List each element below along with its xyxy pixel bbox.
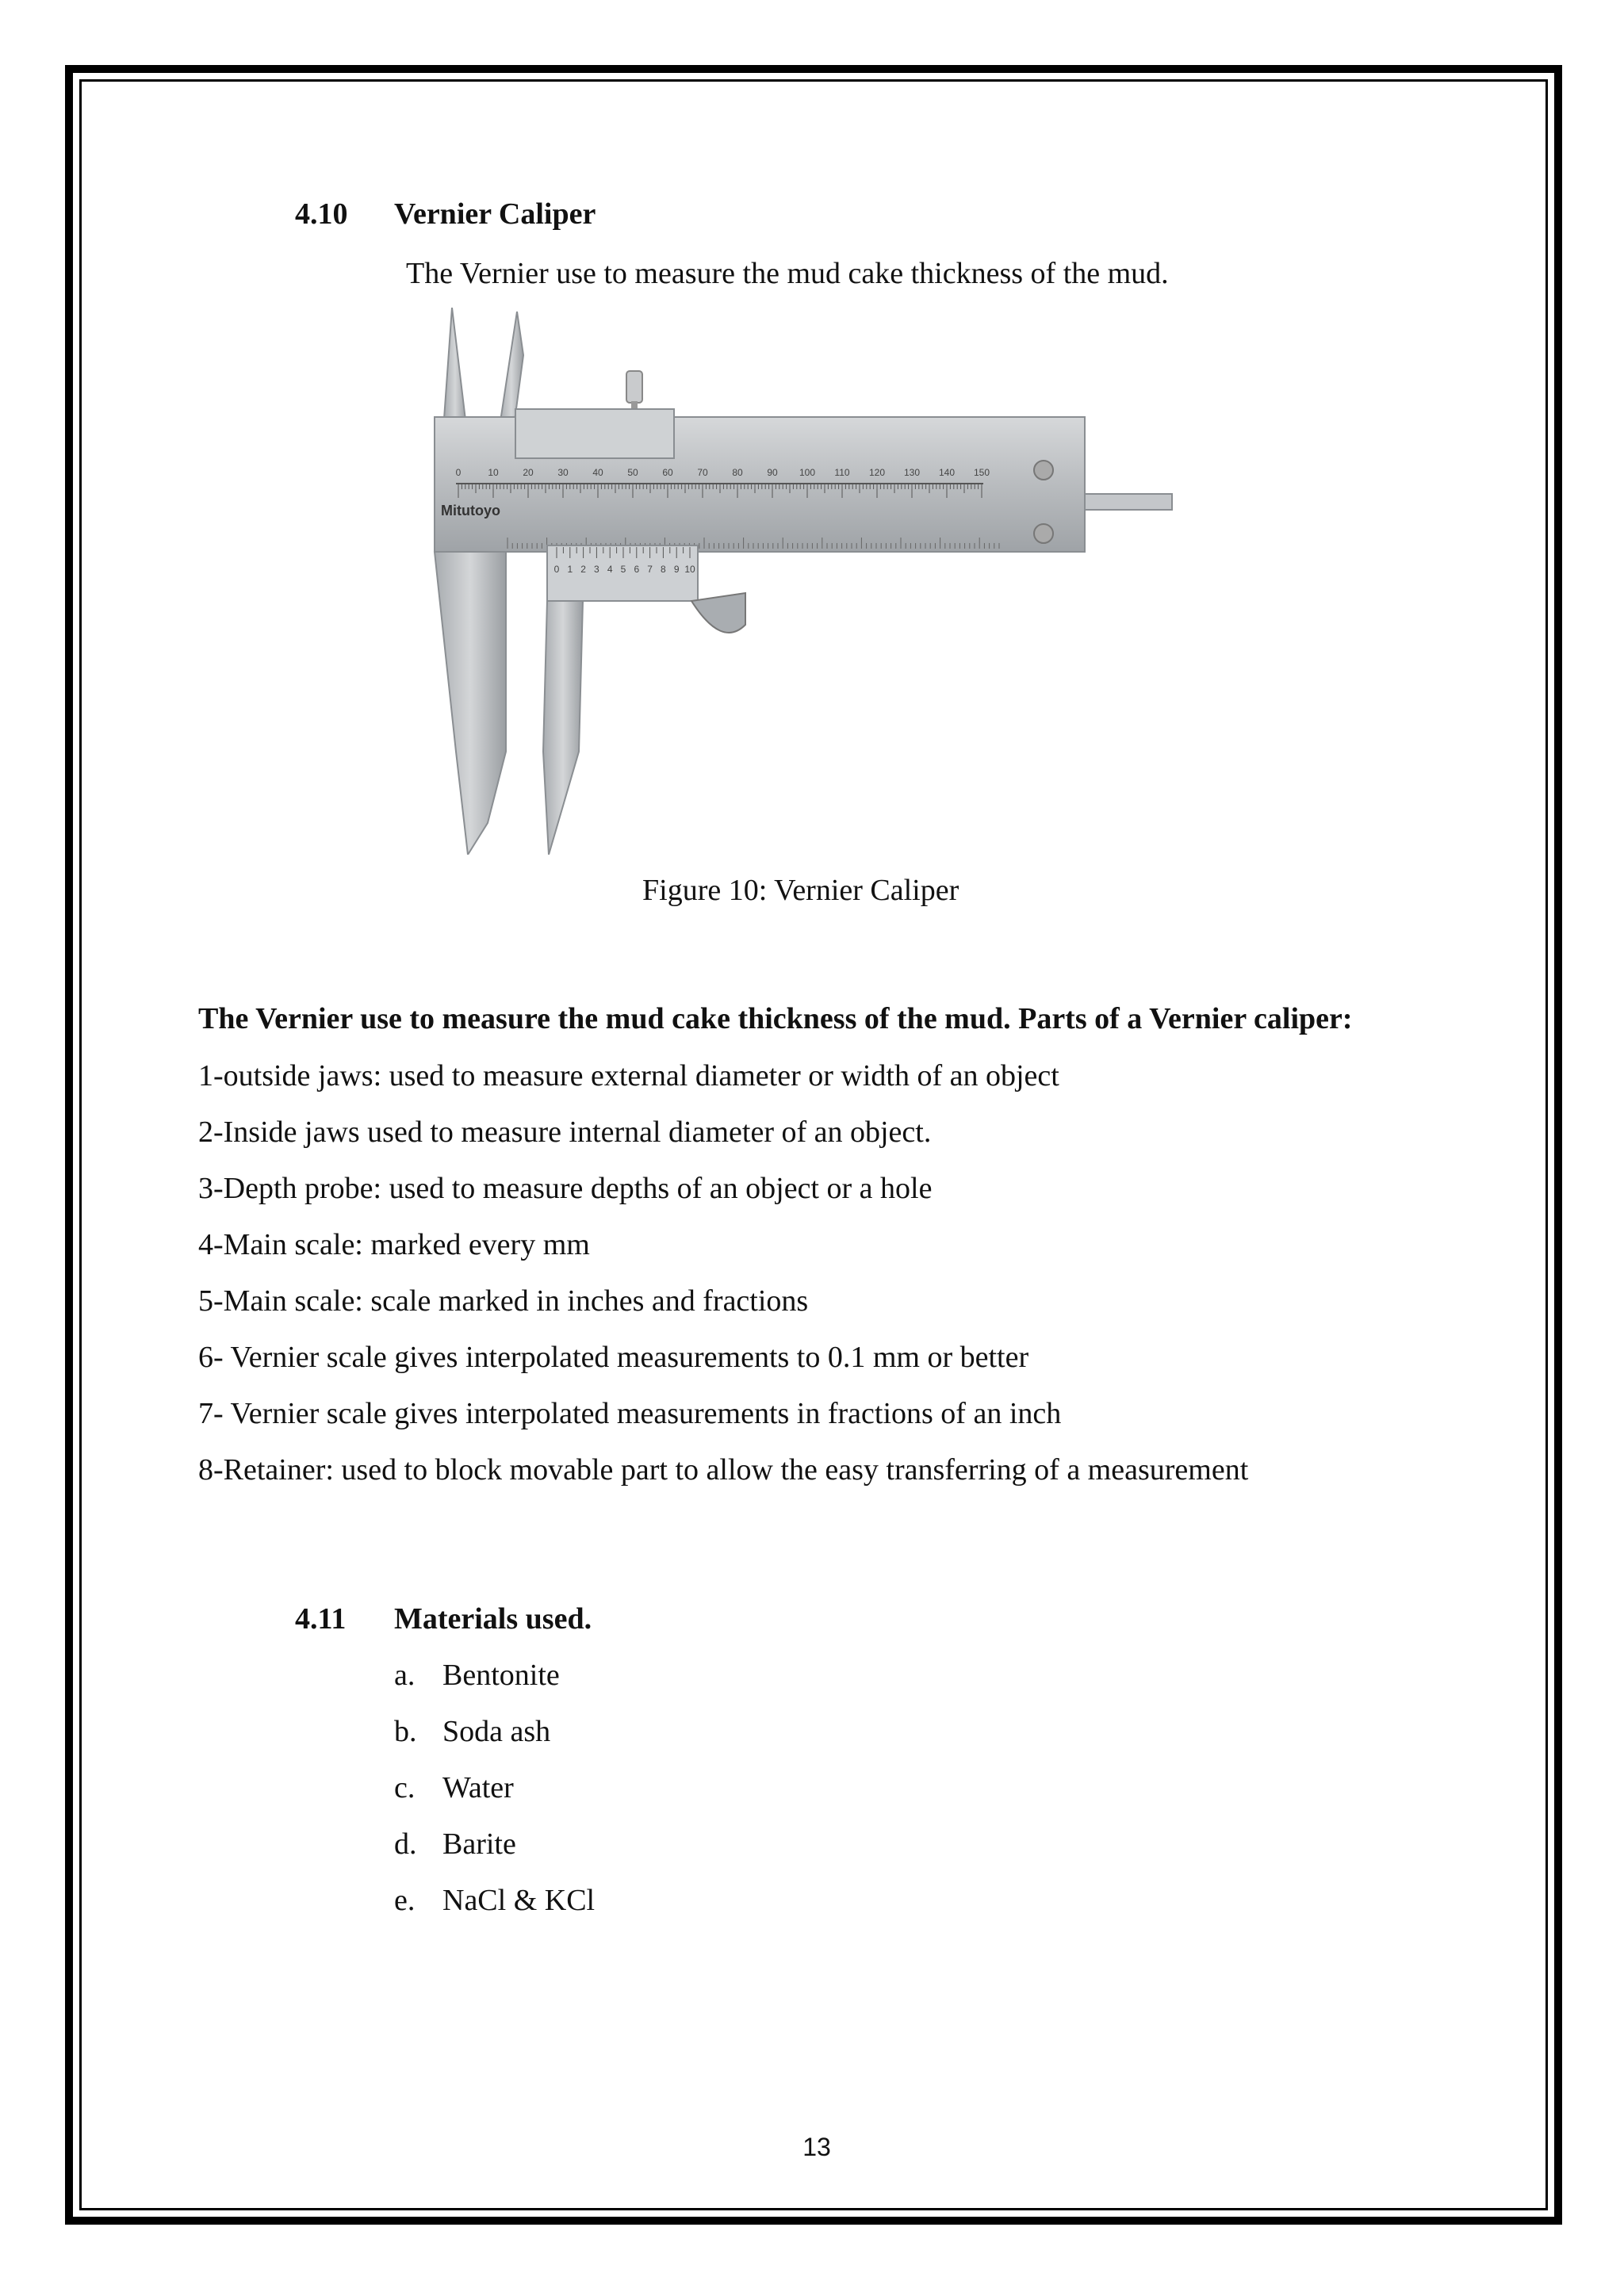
outside-jaw-fixed [435,552,506,855]
figure-caption: Figure 10: Vernier Caliper [642,874,959,907]
beam-screw-bottom [1034,524,1053,543]
main-scale-label: 40 [592,467,603,478]
parts-item-8: 8-Retainer: used to block movable part to allow the easy transferring of a measurement [198,1453,1249,1487]
thumb-wheel [691,593,745,633]
vernier-scale-label: 6 [634,564,640,575]
depth-probe [1085,494,1172,510]
section-title-materials: Materials used. [394,1602,592,1636]
material-marker-e: e. [394,1884,416,1917]
parts-item-2: 2-Inside jaws used to measure internal diameter of an object. [198,1115,932,1149]
main-scale-label: 0 [455,467,462,478]
vernier-scale-label: 1 [567,564,573,575]
material-item-a: Bentonite [442,1659,560,1692]
main-scale-label: 100 [799,467,816,478]
material-marker-b: b. [394,1715,417,1748]
vernier-scale-label: 2 [580,564,586,575]
main-scale-label: 120 [868,467,886,478]
main-scale-label: 80 [732,467,743,478]
parts-item-6: 6- Vernier scale gives interpolated measurements to 0.1 mm or better [198,1341,1029,1374]
parts-item-4: 4-Main scale: marked every mm [198,1228,590,1261]
slider-top [515,409,674,458]
vernier-scale-label: 9 [673,564,680,575]
parts-item-5: 5-Main scale: scale marked in inches and fractions [198,1284,809,1318]
main-scale-label: 140 [938,467,956,478]
vernier-scale-label: 0 [553,564,560,575]
main-scale-label: 150 [973,467,990,478]
section-number-4-10: 4.10 [295,197,348,231]
inside-jaw-fixed [444,308,466,427]
parts-item-3: 3-Depth probe: used to measure depths of an object or a hole [198,1172,933,1205]
material-item-e: NaCl & KCl [442,1884,596,1917]
main-scale-label: 10 [488,467,499,478]
section-number-4-11: 4.11 [295,1602,347,1636]
vernier-caliper-figure [412,308,1205,855]
parts-item-1: 1-outside jaws: used to measure external diameter or width of an object [198,1059,1059,1093]
main-scale-label: 50 [627,467,638,478]
beam-screw-top [1034,461,1053,480]
parts-heading: The Vernier use to measure the mud cake thickness of the mud. Parts of a Vernier caliper: [198,1002,1353,1035]
vernier-scale-label: 4 [607,564,613,575]
vernier-scale-label: 10 [684,564,695,575]
outside-jaw-movable [543,601,583,855]
parts-item-7: 7- Vernier scale gives interpolated measurements in fractions of an inch [198,1397,1062,1430]
main-scale-label: 30 [557,467,569,478]
material-item-d: Barite [442,1827,516,1861]
retainer-screw [626,371,642,403]
vernier-scale-label: 7 [647,564,653,575]
vernier-scale-label: 8 [661,564,666,575]
brand-logo: Mitutoyo [441,503,500,519]
vernier-scale-label: 5 [620,564,626,575]
material-marker-c: c. [394,1771,416,1804]
main-scale-label: 130 [903,467,921,478]
material-marker-a: a. [394,1659,416,1692]
page-number: 13 [802,2133,831,2161]
material-marker-d: d. [394,1827,417,1861]
material-item-c: Water [442,1771,514,1804]
main-scale-label: 70 [697,467,708,478]
main-scale-label: 110 [834,467,850,478]
section-intro: The Vernier use to measure the mud cake thickness of the mud. [406,257,1169,290]
section-title-vernier-caliper: Vernier Caliper [394,197,596,231]
main-scale-label: 90 [767,467,778,478]
material-item-b: Soda ash [442,1715,551,1748]
vernier-scale-label: 3 [594,564,599,575]
main-scale-label: 60 [662,467,673,478]
main-scale-label: 20 [523,467,534,478]
